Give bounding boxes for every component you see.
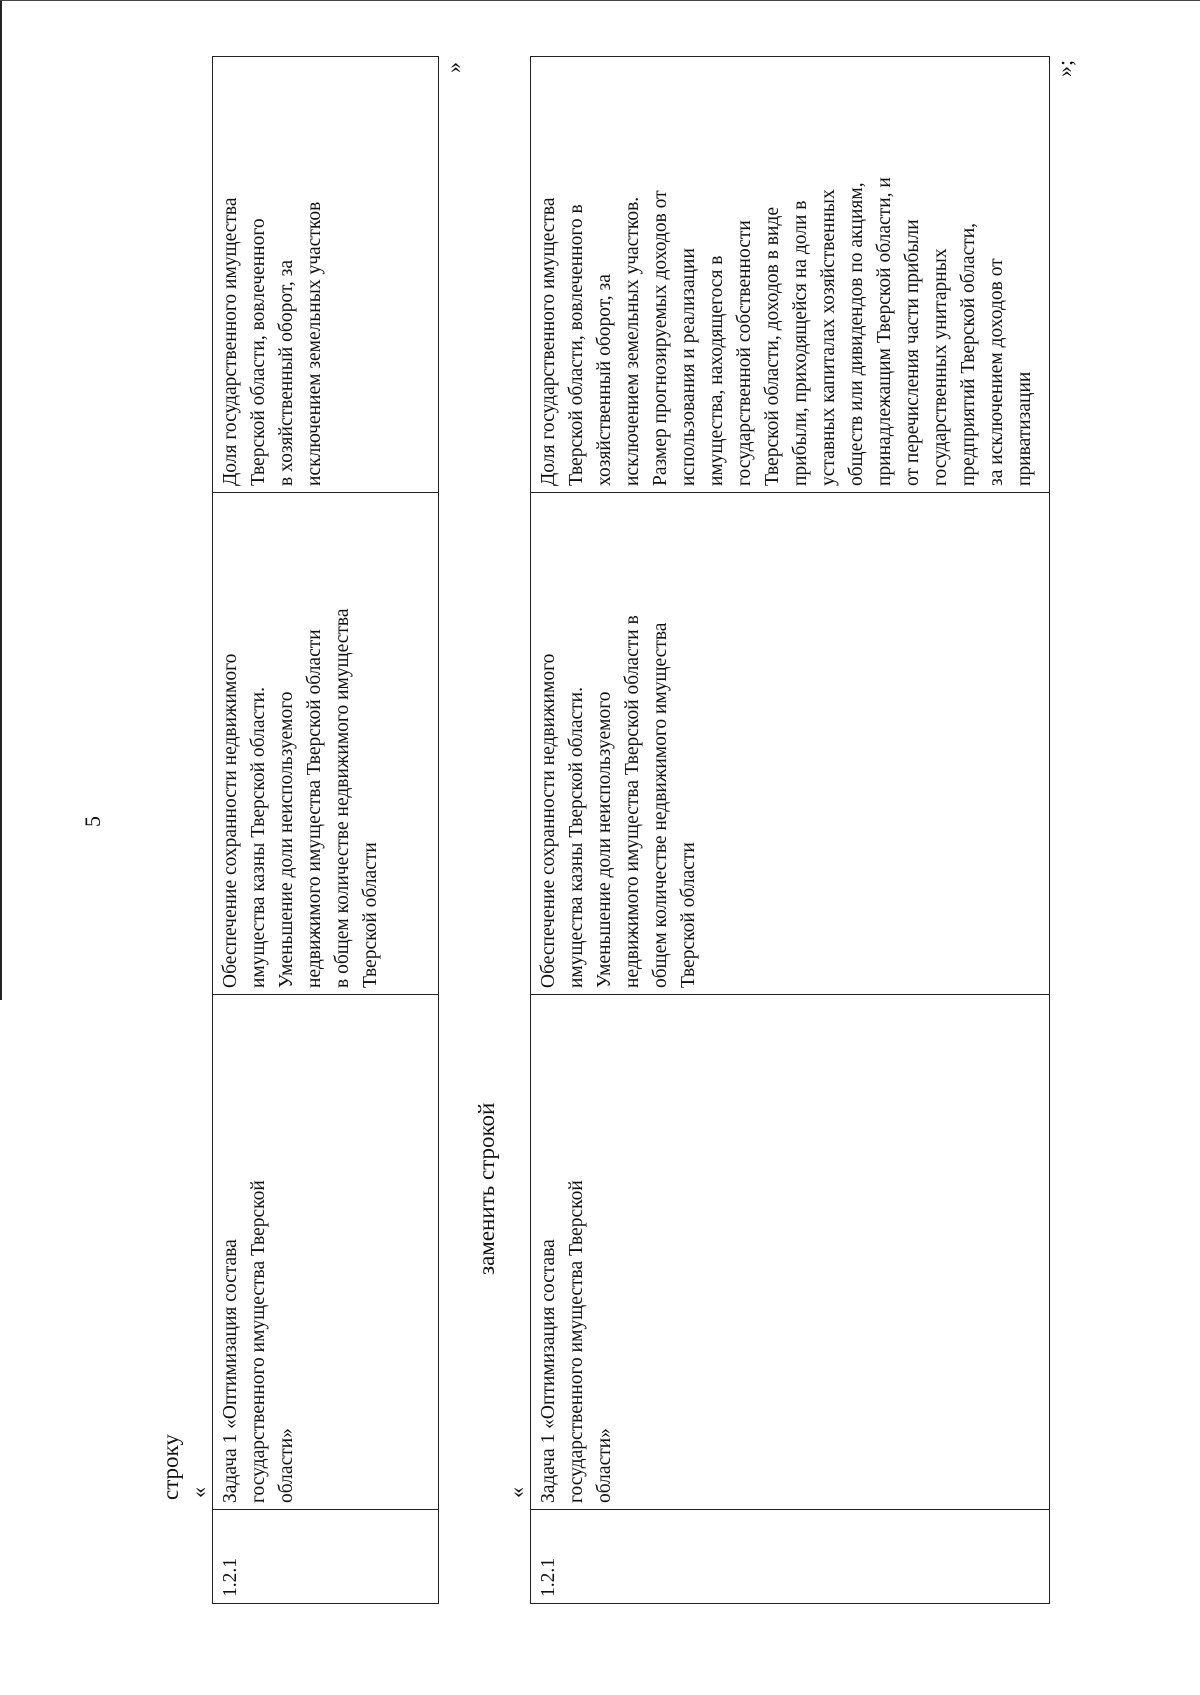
row-code: 1.2.1 — [538, 1558, 559, 1597]
close-quote-new: »; — [1052, 59, 1077, 77]
indicator-1-text: Обеспечение сохранности недвижимого имущества казны Тверской области. Уменьшение доли неиспользуемого недвижимого имущества Тверской области в общем количестве недвижимого имущества Тверской области — [538, 615, 699, 988]
indicator-1-cell — [531, 493, 1050, 995]
indicator-2-cell — [531, 57, 1050, 493]
task-cell — [213, 995, 439, 1510]
lead-text-new: заменить строкой — [474, 1102, 499, 1275]
open-quote-old: « — [186, 1487, 211, 1498]
indicator-2-text: Доля государственного имущества Тверской области, вовлеченного в хозяйственный оборот, за исключением земельных участков — [220, 197, 325, 486]
indicator-1-cell — [213, 493, 439, 995]
row-code-cell — [213, 1510, 439, 1604]
lead-text-old: строку — [158, 1434, 183, 1500]
close-quote-old: » — [441, 62, 466, 73]
indicator-2-text: Доля государственного имущества Тверской области, вовлеченного в хозяйственный оборот, за исключением земельных участков. Размер прогнозируемых доходов от использования и реализации имущества, находящегося в государственной собственности Тверской области, доходов в виде прибыли, приходящейся на доли в уставных капиталах хозяйственных обществ или дивидендов по акциям, принадлежащим Тверской области, и от перечисления части прибыли государственных унитарных предприятий Тверской области, за исключением доходов от приватизации — [538, 177, 1035, 486]
indicator-2-cell — [213, 57, 439, 493]
page-number: 5 — [80, 816, 105, 827]
old-row-table — [212, 56, 439, 1604]
row-code: 1.2.1 — [220, 1558, 241, 1597]
task-text: Задача 1 «Оптимизация состава государственного имущества Тверской области» — [220, 1180, 297, 1503]
open-quote-new: « — [504, 1487, 529, 1498]
task-text: Задача 1 «Оптимизация состава государственного имущества Тверской области» — [538, 1180, 615, 1503]
new-row-table — [530, 56, 1050, 1604]
table-row — [531, 57, 1050, 1604]
row-code-cell — [531, 1510, 1050, 1604]
table-row — [213, 57, 439, 1604]
indicator-1-text: Обеспечение сохранности недвижимого имущества казны Тверской области. Уменьшение доли неиспользуемого недвижимого имущества Тверской области в общем количестве недвижимого имущества Тверской области — [220, 608, 381, 988]
task-cell — [531, 995, 1050, 1510]
